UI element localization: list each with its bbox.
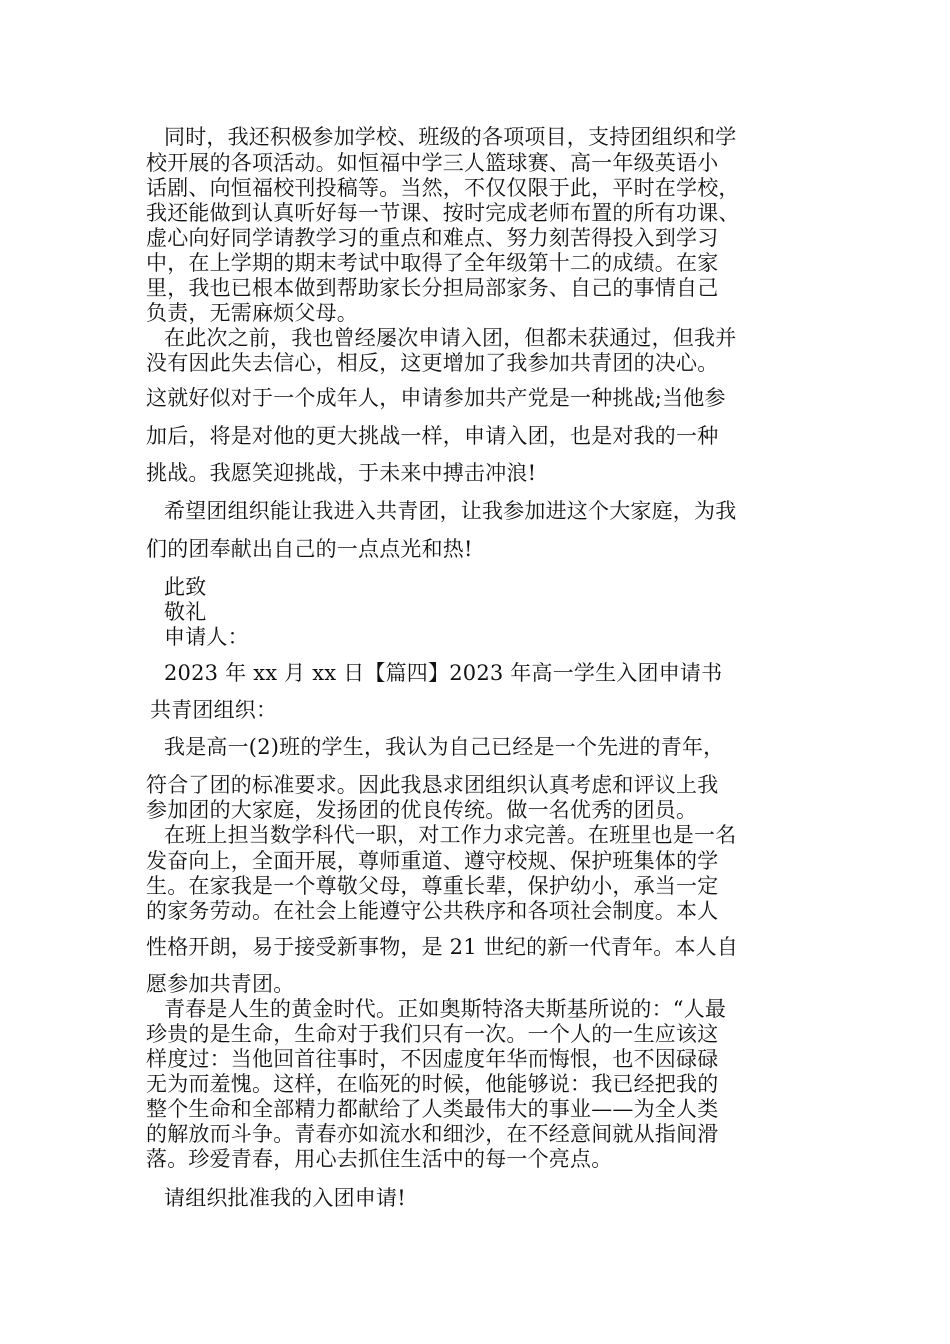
text-line: 参加团的大家庭，发扬团的优良传统。做一名优秀的团员。 (146, 798, 698, 822)
text-line: 我是高一(2)班的学生，我认为自己已经是一个先进的青年， (164, 735, 725, 759)
text-line: 珍贵的是生命，生命对于我们只有一次。一个人的一生应该这 (146, 1022, 719, 1046)
text-line: 负责，无需麻烦父母。 (146, 301, 358, 325)
text-line: 愿参加共青团。 (146, 972, 295, 996)
text-line: 我还能做到认真听好每一节课、按时完成老师布置的所有功课、 (146, 201, 740, 225)
text-line: 2023 年 xx 月 xx 日【篇四】2023 年高一学生入团申请书 (164, 661, 723, 685)
text-line: 申请人： (164, 625, 249, 649)
text-line: 中，在上学期的期末考试中取得了全年级第十二的成绩。在家 (146, 251, 719, 275)
text-line: 请组织批准我的入团申请! (164, 1186, 406, 1210)
text-line: 这就好似对于一个成年人，申请参加共产党是一种挑战;当他参 (146, 386, 726, 410)
text-line: 加后，将是对他的更大挑战一样，申请入团，也是对我的一种 (146, 424, 719, 448)
text-line: 在此次之前，我也曾经屡次申请入团，但都未获通过，但我并 (164, 326, 737, 350)
text-line: 在班上担当数学科代一职，对工作力求完善。在班里也是一名 (164, 823, 737, 847)
text-line: 青春是人生的黄金时代。正如奥斯特洛夫斯基所说的：“人最 (164, 997, 727, 1021)
text-line: 没有因此失去信心，相反，这更增加了我参加共青团的决心。 (146, 351, 719, 375)
text-line: 发奋向上，全面开展，尊师重道、遵守校规、保护班集体的学 (146, 849, 719, 873)
text-line: 们的团奉献出自己的一点点光和热! (146, 537, 473, 561)
text-line: 同时，我还积极参加学校、班级的各项项目，支持团组织和学 (164, 125, 737, 149)
text-line: 挑战。我愿笑迎挑战，于未来中搏击冲浪! (146, 461, 537, 485)
text-line: 校开展的各项活动。如恒福中学三人篮球赛、高一年级英语小 (146, 151, 719, 175)
text-line: 虚心向好同学请教学习的重点和难点、努力刻苦得投入到学习 (146, 226, 719, 250)
text-line: 生。在家我是一个尊敬父母，尊重长辈，保护幼小，承当一定 (146, 874, 719, 898)
text-line: 话剧、向恒福校刊投稿等。当然，不仅仅限于此，平时在学校， (146, 176, 740, 200)
text-line: 的解放而斗争。青春亦如流水和细沙，在不经意间就从指间滑 (146, 1122, 719, 1146)
text-line: 符合了团的标准要求。因此我恳求团组织认真考虑和评议上我 (146, 773, 719, 797)
text-line: 落。珍爱青春，用心去抓住生活中的每一个亮点。 (146, 1147, 613, 1171)
text-line: 希望团组织能让我进入共青团，让我参加进这个大家庭，为我 (164, 499, 737, 523)
text-line: 整个生命和全部精力都献给了人类最伟大的事业——为全人类 (146, 1097, 719, 1121)
text-line: 此致 (164, 575, 207, 599)
text-line: 无为而羞愧。这样，在临死的时候，他能够说：我已经把我的 (146, 1072, 719, 1096)
text-line: 里，我也已根本做到帮助家长分担局部家务、自己的事情自己 (146, 276, 719, 300)
text-line: 的家务劳动。在社会上能遵守公共秩序和各项社会制度。本人 (146, 899, 719, 923)
text-line: 性格开朗，易于接受新事物，是 21 世纪的新一代青年。本人自 (146, 935, 739, 959)
text-line: 共青团组织： (150, 698, 278, 722)
text-line: 样度过：当他回首往事时，不因虚度年华而悔恨，也不因碌碌 (146, 1047, 719, 1071)
text-line: 敬礼 (164, 600, 207, 624)
